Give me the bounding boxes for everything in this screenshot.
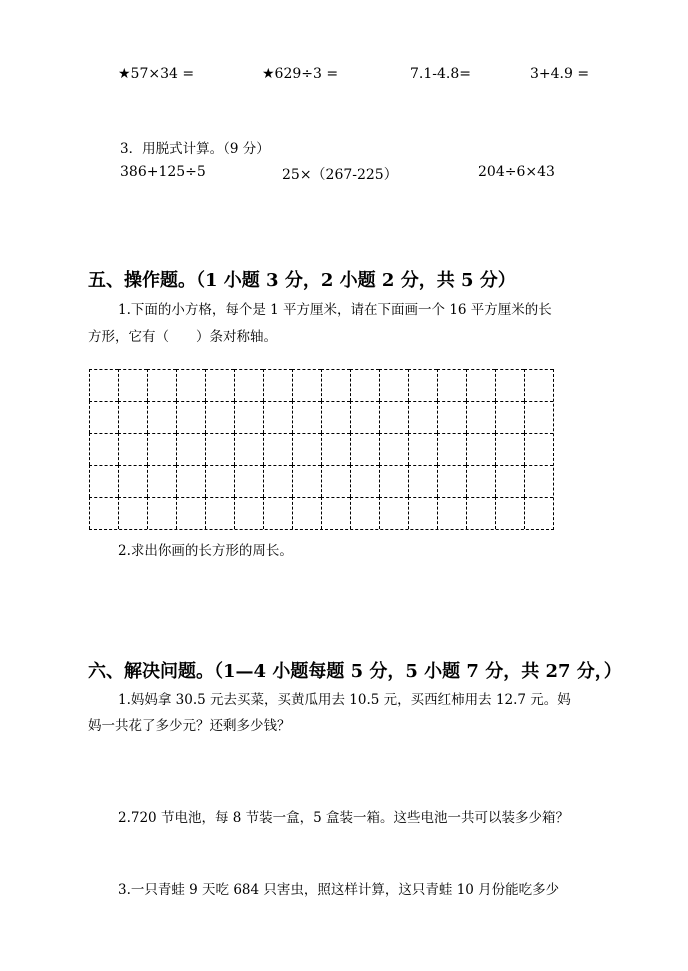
grid-cell xyxy=(234,465,263,497)
grid-cell xyxy=(205,369,234,401)
grid-cell xyxy=(466,369,495,401)
grid-cell xyxy=(379,433,408,465)
grid-cell xyxy=(321,401,350,433)
grid-cell xyxy=(89,465,118,497)
section6-q3: 3.一只青蛙 9 天吃 684 只害虫，照这样计算，这只青蛙 10 月份能吃多少 xyxy=(118,882,560,898)
grid-cell xyxy=(524,401,553,433)
grid-cell xyxy=(466,433,495,465)
grid-cell xyxy=(350,465,379,497)
grid-cell xyxy=(466,465,495,497)
grid-cell xyxy=(292,369,321,401)
step-calc-heading: 3．用脱式计算。（9 分） xyxy=(120,141,270,157)
grid-cell xyxy=(495,369,524,401)
grid-cell xyxy=(350,369,379,401)
grid-cell xyxy=(408,497,437,529)
grid-cell xyxy=(321,369,350,401)
grid-cell xyxy=(176,433,205,465)
square-grid xyxy=(89,369,554,530)
grid-cell xyxy=(379,369,408,401)
grid-cell xyxy=(263,401,292,433)
grid-cell xyxy=(205,433,234,465)
grid-cell xyxy=(495,465,524,497)
grid-cell xyxy=(408,369,437,401)
grid-cell xyxy=(466,401,495,433)
grid-cell xyxy=(466,497,495,529)
grid-cell xyxy=(263,497,292,529)
oral-calc-item-4: 3+4.9 = xyxy=(530,66,590,82)
grid-cell xyxy=(495,433,524,465)
grid-cell xyxy=(89,369,118,401)
grid-cell xyxy=(350,401,379,433)
grid-cell xyxy=(263,433,292,465)
step-calc-item-1: 386+125÷5 xyxy=(120,164,206,180)
grid-cell xyxy=(118,401,147,433)
grid-cell xyxy=(292,465,321,497)
oral-calc-item-1: ★57×34 = xyxy=(118,66,195,82)
grid-cell xyxy=(524,433,553,465)
oral-calc-item-2: ★629÷3 = xyxy=(262,66,339,82)
grid-cell xyxy=(176,401,205,433)
grid-cell xyxy=(234,369,263,401)
grid-cell xyxy=(176,497,205,529)
grid-cell xyxy=(321,497,350,529)
grid-cell xyxy=(234,497,263,529)
grid-cell xyxy=(495,401,524,433)
section6-q1-line1: 1.妈妈拿 30.5 元去买菜，买黄瓜用去 10.5 元，买西红柿用去 12.7 元。妈 xyxy=(118,692,571,708)
grid-cell xyxy=(408,401,437,433)
grid-cell xyxy=(524,465,553,497)
grid-cell xyxy=(147,497,176,529)
grid-cell xyxy=(495,497,524,529)
grid-cell xyxy=(350,497,379,529)
grid-cell xyxy=(524,497,553,529)
grid-cell xyxy=(437,369,466,401)
grid-cell xyxy=(321,433,350,465)
grid-cell xyxy=(89,497,118,529)
section6-q2: 2.720 节电池，每 8 节装一盒，5 盒装一箱。这些电池一共可以装多少箱？ xyxy=(118,810,569,826)
section5-q2: 2.求出你画的长方形的周长。 xyxy=(118,543,293,559)
grid-cell xyxy=(176,369,205,401)
grid-cell xyxy=(379,401,408,433)
grid-cell xyxy=(350,433,379,465)
section6-title: 六、解决问题。（1—4 小题每题 5 分，5 小题 7 分，共 27 分，） xyxy=(88,661,622,682)
grid-cell xyxy=(147,401,176,433)
grid-cell xyxy=(292,433,321,465)
grid-cell xyxy=(321,465,350,497)
grid-cell xyxy=(118,497,147,529)
oral-calc-item-3: 7.1-4.8= xyxy=(410,66,471,82)
grid-cell xyxy=(118,465,147,497)
grid-cell xyxy=(408,465,437,497)
grid-cell xyxy=(292,497,321,529)
grid-cell xyxy=(292,401,321,433)
grid-cell xyxy=(118,433,147,465)
section5-title: 五、操作题。（1 小题 3 分，2 小题 2 分，共 5 分） xyxy=(88,270,516,291)
grid-cell xyxy=(205,401,234,433)
section5-q1-line1: 1.下面的小方格，每个是 1 平方厘米，请在下面画一个 16 平方厘米的长 xyxy=(118,302,552,318)
grid-cell xyxy=(205,497,234,529)
grid-cell xyxy=(147,465,176,497)
grid-cell xyxy=(147,369,176,401)
grid-cell xyxy=(408,433,437,465)
grid-cell xyxy=(263,369,292,401)
grid-cell xyxy=(437,497,466,529)
grid-cell xyxy=(524,369,553,401)
grid-cell xyxy=(437,401,466,433)
section6-q1-line2: 妈一共花了多少元？还剩多少钱？ xyxy=(88,718,291,734)
grid-cell xyxy=(437,433,466,465)
grid-cell xyxy=(147,433,176,465)
grid-cell xyxy=(205,465,234,497)
grid-cell xyxy=(234,433,263,465)
grid-cell xyxy=(437,465,466,497)
grid-cell xyxy=(263,465,292,497)
grid-cell xyxy=(379,497,408,529)
grid-cell xyxy=(118,369,147,401)
section5-q1-line2: 方形，它有（ ）条对称轴。 xyxy=(88,329,277,345)
grid-cell xyxy=(176,465,205,497)
grid-cell xyxy=(234,401,263,433)
step-calc-item-3: 204÷6×43 xyxy=(478,164,555,180)
grid-cell xyxy=(89,401,118,433)
grid-cell xyxy=(89,433,118,465)
grid-cell xyxy=(379,465,408,497)
step-calc-item-2: 25×（267-225） xyxy=(282,167,398,183)
